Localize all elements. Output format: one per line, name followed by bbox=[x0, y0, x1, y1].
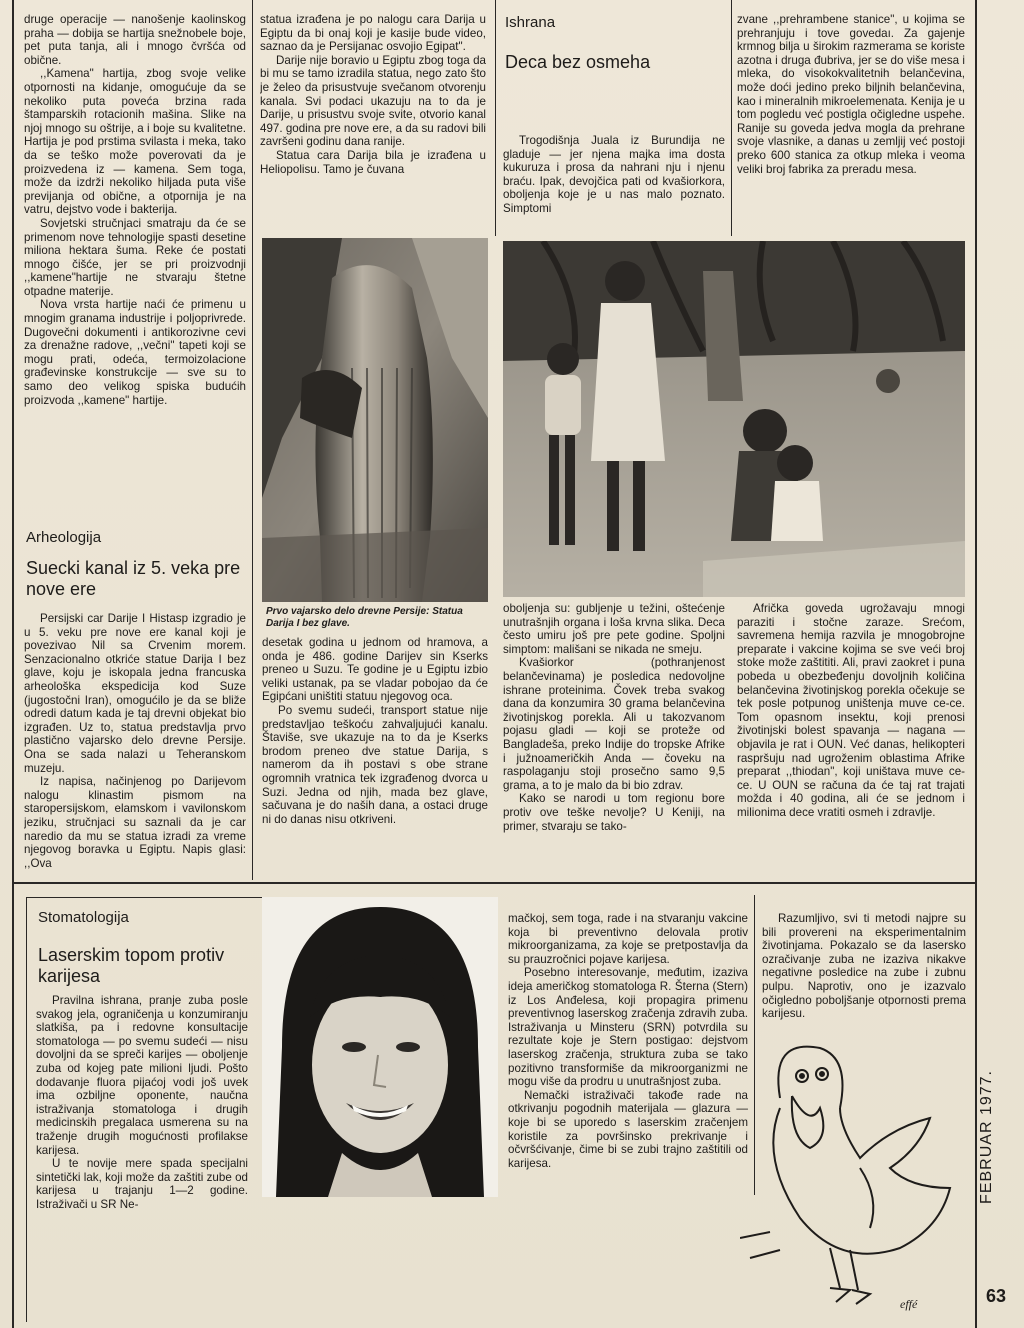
arheologija-continuation-paragraph: Po svemu sudeći, transport statue nije predstavljao teškoću zahvaljujući kanalu. Štaviše, sve ukazuje na to da je Kserks brodom preneo dve statue Darija, s namerom da ih postavi s obe strane ogromnih vratnica tek izgrađenog dvorca u Suzi. Jedna od njih, mada bez glave, sačuvana je do naših dana, a ostaci druge ni do danas nisu otkriveni. bbox=[262, 703, 488, 826]
woman-photo bbox=[262, 897, 498, 1197]
page-number: 63 bbox=[986, 1286, 1007, 1306]
column-rule-3 bbox=[731, 0, 732, 236]
column1-paragraph: Sovjetski stručnjaci smatraju da će se primenom nove tehnologije spasti desetine miliona hektara šuma. Reke će postati mnogo čišće, jer se pri proizvodnji ,,kamene"hartije ne stvaraju štetne otpadne materije. bbox=[24, 216, 246, 298]
stomatologija-col2-paragraph: Posebno interesovanje, međutim, izaziva ideja američkog stomatologa R. Šterna (Stern) iz Los Anđelesa, koji propagira primenu preventivnog laserskog zračenja zdravih zuba. Istraživanja u Minsteru (SRN) potvrdila su rezultate koje je Stern postigao: dejstvom laserskog zračenja, struktura zuba se tako pozitivno transformiše da mikroorganizmi ne mogu više da prodru u unutrašnjost zuba. bbox=[508, 966, 748, 1089]
cartoon-signature: effé bbox=[900, 1297, 918, 1311]
woman-portrait-image bbox=[262, 897, 498, 1197]
stomatologija-col1-paragraph: U te novije mere spada specijalni sintetički lak, koji može da zaštiti zube od karijesa u trajanju 1—2 godine. Istraživači u SR Ne- bbox=[36, 1157, 248, 1211]
stomatology-box-left bbox=[26, 897, 27, 1322]
column2-paragraph: statua izrađena je po nalogu cara Darija u Egiptu da bi onaj koji je kasije bude video, saznao da je Persijanac osvojio Egipat". bbox=[260, 13, 486, 54]
horizontal-rule-bottom bbox=[12, 882, 977, 884]
bird-cartoon-drawing bbox=[740, 1018, 968, 1318]
column2-article bbox=[260, 13, 486, 233]
ishrana-intro bbox=[503, 134, 725, 232]
ishrana-right-bottom bbox=[737, 602, 965, 878]
stomatologija-col1 bbox=[36, 994, 248, 1316]
ishrana-right-bottom-paragraph: Afrička goveda ugrožavaju mnogi paraziti i stočne zaraze. Srećom, savremena hemija razvila je mnogobrojne preparate i vakcine kojima se sve veći broj stoke može zaštititi. Ali, pravi zaokret i puna pobeda u obezbeđenju dovoljnih količina belančevina životinjskog porekla očekuje se tek posle potpunog uništenja muve ce-ce. Tom opasnom insektu, koji prenosi životinjski bolest spavanja — nagana — objavila je rat i OUN. Već danas, helikopteri raspršuju nad ugroženim oblastima Afrike preparat ,,thiodan", koji uništava muve ce-ce. U OUN se računa da će taj rat trajati možda i 40 godina, ali će se jednom i milionima dece vratiti osmeh i zdravlje. bbox=[737, 602, 965, 819]
column1-paragraph: druge operacije — nanošenje kaolinskog praha — dobija se hartija snežnobele boje, pet puta tanja, ali i mnogo čvršća od obične. bbox=[24, 13, 246, 67]
column-rule-2 bbox=[495, 0, 496, 236]
arheologija-body bbox=[24, 612, 246, 878]
arheologija-continuation bbox=[262, 636, 488, 878]
stomatologija-col3-paragraph: Razumljivo, svi ti metodi najpre su bili provereni na eksperimentalnim životinjama. Pokazalo se da lasersko ozračivanje zuba ne izaziva nikakve negativne posledice na zube i zubnu pulpu. Naprotiv, ono je izazvalo očigledno poboljšanje otpornosti prema karijesu. bbox=[762, 912, 966, 1021]
ishrana-right-top bbox=[737, 13, 965, 233]
arheologija-paragraph: Iz napisa, načinjenog po Darijevom nalogu klinastim pismom na staropersijskom, elamskom i vavilonskom jeziku, stručnjaci su saznali da je car naredio da mu se statua izradi za vreme njegovog boravka u Egiptu. Napis glasi: ,,Ova bbox=[24, 775, 246, 870]
ishrana-left-bottom-paragraph: Kvašiorkor (pothranjenost belančevinama) je posledica nedovoljne ishrane proteinima. Čovek treba svakog dana da konzumira 30 grama belančevina životinjskog porekla. Ali u takozvanom pojasu gladi — koji se proteže od Bangladeša, preko Indije do tropske Afrike i južnoameričkih Anda — čoveku na raspolaganju stoji prosečno samo 9,5 grama, a to je malo da bi bio zdrav. bbox=[503, 656, 725, 792]
stomatologija-col2-paragraph: mačkoj, sem toga, rade i na stvaranju vakcine koja bi preventivno delovala protiv mikroorganizama, za koje se pretpostavlja da su prauzročnici pojave karijesa. bbox=[508, 912, 748, 966]
arheologija-continuation-paragraph: desetak godina u jednom od hramova, a onda je 486. godine Darijev sin Kserks preneo u Suzu. Te godine je u Egiptu izbio veliki ustanak, pa se vladar pobojao da će Egipćani uništiti statuu njegovog oca. bbox=[262, 636, 488, 704]
issue-date: FEBRUAR 1977. bbox=[978, 1070, 995, 1204]
ishrana-left-bottom bbox=[503, 602, 725, 878]
stomatologija-col2-paragraph: Nemački istraživači takođe rade na otkrivanju pogodnih materijala — glazura — koje bi se uporedo s laserskim zračenjem koristile za površinsko prekrivanje i očvršćivanje, čime bi se zubi trajno zaštitili od karijesa. bbox=[508, 1088, 748, 1170]
ishrana-left-bottom-paragraph: oboljenja su: gubljenje u težini, oštećenje unutrašnjih organa i loša krvna slika. Deca često umiru još pre pete godine. Spoljni simptom: mališani se nikada ne smeju. bbox=[503, 602, 725, 656]
stomatologija-col2 bbox=[508, 912, 748, 1316]
ishrana-right-top-paragraph: zvane ,,prehrambene stanice", u kojima se prehranjuju i tove govedaı. Za gajenje krmnog bilja u širokim razmerama se koriste azotna i druga đubriva, jer se do više mesa i mleka, do visokokvalitetnih belančevina, može doći jedino preko biljnih belančevina, kao i mineralnih mikroelemenata. Kenija je u tom pogledu već postigla očigledne uspehe. Ranije su goveda jedva mogla da prehrane svoje vlasnike, a danas u zemljij već postoji preko 600 stanica za otkup mleka i veoma veliki broj fabrika za preradu mesa. bbox=[737, 13, 965, 176]
column1-paragraph: Nova vrsta hartije naći će primenu u mnogim granama industrije i poljoprivrede. Dugovečni dokumenti i antikorozivne cevi za drenažne radove, ,,večni" tapeti koji se mogu prati, odeća, termoizolacione građevinske konstrukcije — sve su to samo deo velikog spiska budućih proizvoda ,,kamene" hartije. bbox=[24, 298, 246, 407]
stomatologija-col1-paragraph: Pravilna ishrana, pranje zuba posle svakog jela, ograničenja u konzumiranju slatkiša, pa i redovne konsultacije stomatologa — po svemu sudeći — nisu dovoljni da se spreči karijes — oboljenje zuba od kojeg pate milioni ljudi. Pošto dodavanje fluora pijaćoj vodi još uvek ima ozbiljne oponente, naučna istraživanja stomatologa i drugih medicinskih pregalaca usmerena su na traženje drugih mogućnosti profilakse karijesa. bbox=[36, 994, 248, 1157]
section-label-ishrana: Ishrana bbox=[505, 14, 556, 31]
column2-paragraph: Statua cara Darija bila je izrađena u Heliopolisu. Tamo je čuvana bbox=[260, 148, 486, 176]
headline-stomatologija: Laserskim topom protiv karijesa bbox=[38, 945, 225, 986]
statue-photo bbox=[262, 238, 488, 602]
column1-paragraph: ,,Kamena" hartija, zbog svoje velike otpornosti na kidanje, omogućuje da se nekoliko puta poveća brzina rada štamparskih rotacionih mašina. Slike na njoj mnogo su oštrije, a i boje su kvalitetne. Hartija je pod prstima svilasta i meka, tako da se teško može poverovati da je proizvedena iz — kamena. Sem toga, može da izdrži nekoliko hiljada puta više previjanja od obične, a otpornija je na vatru, dejstvo vode i bakterija. bbox=[24, 67, 246, 217]
section-label-arheologija: Arheologija bbox=[26, 529, 102, 546]
statue-caption: Prvo vajarsko delo drevne Persije: Statua Darija I bez glave. bbox=[266, 606, 463, 629]
headline-ishrana: Deca bez osmeha bbox=[505, 52, 651, 72]
children-image bbox=[503, 241, 965, 597]
left-rule bbox=[12, 0, 14, 1328]
right-rule bbox=[975, 0, 977, 1328]
column1-article bbox=[24, 13, 246, 468]
headline-arheologija: Suecki kanal iz 5. veka pre nove ere bbox=[26, 558, 241, 599]
bird-cartoon bbox=[740, 1018, 968, 1318]
children-photo bbox=[503, 241, 965, 597]
statue-image bbox=[262, 238, 488, 602]
section-label-stomatologija: Stomatologija bbox=[38, 909, 129, 926]
column2-paragraph: Darije nije boravio u Egiptu zbog toga da bi mu se tamo izradila statua, nego zato što je želeo da prisustvuje svečanom otvorenju kanala. Svi podaci ukazuju na to da je Darije, u prisustvu svoje svite, otvorio kanal 497. godina pre nove ere, a da su radovi bili završeni godinu dana ranije. bbox=[260, 53, 486, 149]
ishrana-intro-paragraph: Trogodišnja Juala iz Burundija ne gladuje — jer njena majka ima dosta kukuruza i prosa da nahrani nju i njenu braću. Ipak, devojčica pati od kvašiorkora, oboljenja koje je u nas malo poznato. Simptomi bbox=[503, 134, 725, 215]
arheologija-paragraph: Persijski car Darije I Histasp izgradio je u 5. veku pre nove ere kanal koji je povezivao Nil sa Crvenim morem. Senzacionalno otkriće statue Darija I bez glave, koju je iskopala jedna francuska arheološka ekspedicija kod Suze (jugostočni Iran), omogućilo je da se bliže odredi datum kada je taj drevni objekat bio izgrađen. Uz to, statua predstavlja prvo plastično vajarsko delo drevne Persije. Ona se sada nalazi u Teheranskom muzeju. bbox=[24, 612, 246, 775]
ishrana-left-bottom-paragraph: Kako se narodi u tom regionu bore protiv ove teške nevolje? U Keniji, na primer, stvaraju se tako- bbox=[503, 792, 725, 833]
column-rule-1 bbox=[252, 0, 253, 880]
stomatology-box-top bbox=[26, 897, 274, 898]
